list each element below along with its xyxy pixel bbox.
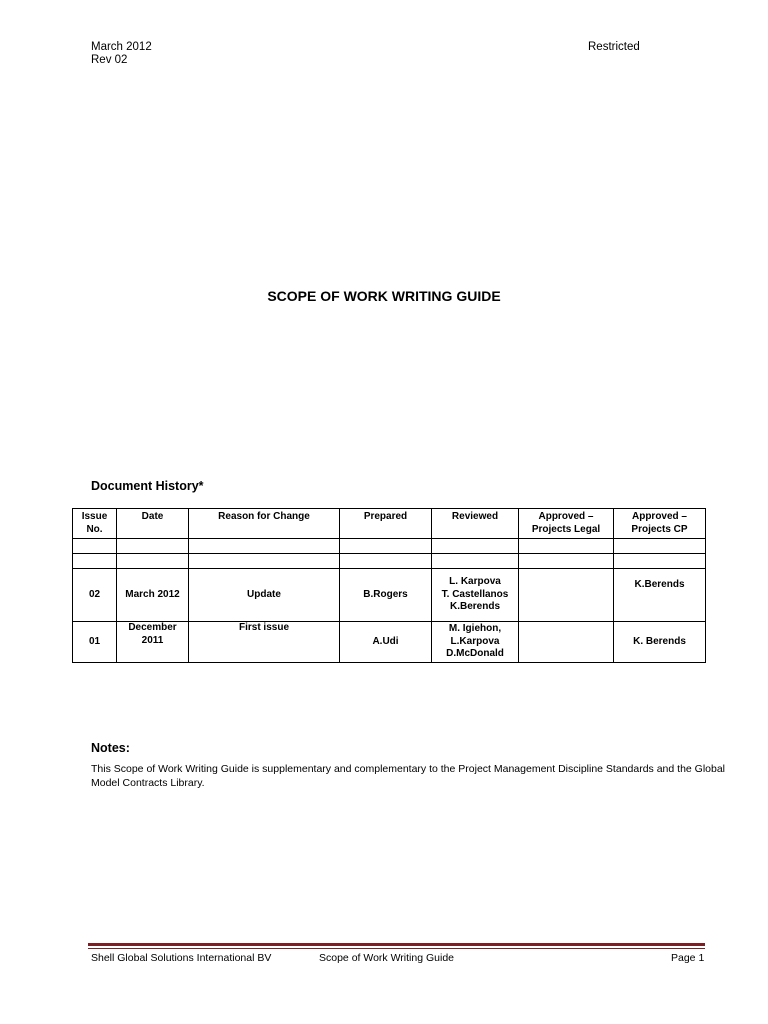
table-header-row bbox=[73, 509, 706, 539]
notes-heading: Notes: bbox=[91, 741, 130, 755]
footer-rule-thin bbox=[88, 948, 705, 949]
empty-row bbox=[73, 539, 706, 554]
header-classification: Restricted bbox=[588, 41, 640, 53]
col-approved-cp: Approved – Projects CP bbox=[614, 509, 706, 539]
col-issue: Issue No. bbox=[73, 509, 117, 539]
header-date: March 2012 bbox=[91, 41, 152, 53]
col-approved-legal: Approved – Projects Legal bbox=[519, 509, 614, 539]
table-row: 02 March 2012 Update B.Rogers L. Karpova T. Castellanos K.Berends K.Berends bbox=[73, 569, 706, 622]
document-title: SCOPE OF WORK WRITING GUIDE bbox=[267, 288, 501, 304]
col-prepared: Prepared bbox=[340, 509, 432, 539]
col-reason: Reason for Change bbox=[189, 509, 340, 539]
col-reviewed: Reviewed bbox=[432, 509, 519, 539]
footer-rule bbox=[88, 943, 705, 946]
footer-page: Page 1 bbox=[671, 952, 705, 964]
footer-document: Scope of Work Writing Guide bbox=[319, 952, 455, 964]
document-history-table bbox=[72, 508, 706, 663]
col-date: Date bbox=[117, 509, 189, 539]
history-heading: Document History* bbox=[91, 479, 204, 493]
empty-row bbox=[73, 554, 706, 569]
notes-text: This Scope of Work Writing Guide is supplementary and complementary to the Project Management Discipline Standards and the Global Model Contracts Library. bbox=[91, 763, 726, 789]
header-rev: Rev 02 bbox=[91, 54, 128, 66]
footer-company: Shell Global Solutions International BV bbox=[91, 952, 272, 964]
table-row: 01 December 2011 First issue A.Udi M. Igiehon, L.Karpova D.McDonald K. Berends bbox=[73, 622, 706, 663]
